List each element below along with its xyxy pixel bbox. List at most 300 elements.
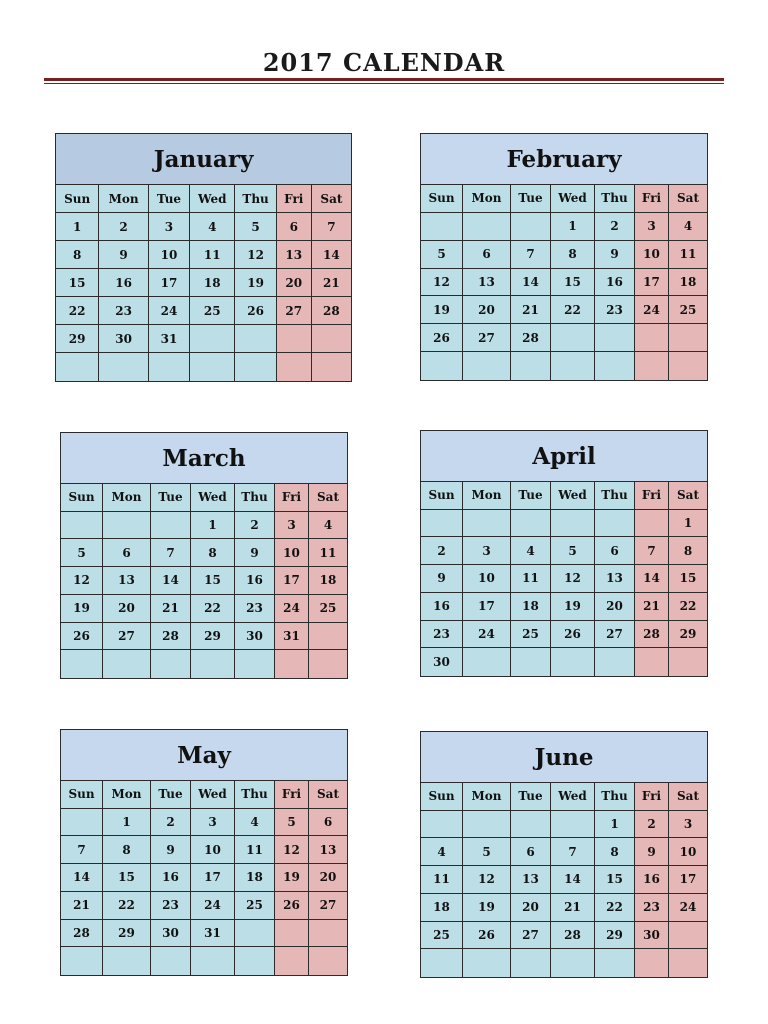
weekday-header: Sat (309, 781, 347, 809)
day-cell: 30 (99, 325, 149, 353)
day-cell (151, 650, 191, 678)
day-cell: 8 (103, 836, 151, 864)
day-cell: 25 (669, 296, 707, 324)
month-grid (421, 783, 707, 977)
day-cell (421, 352, 463, 380)
month-june (420, 731, 708, 978)
day-cell: 16 (151, 864, 191, 892)
day-cell (551, 352, 595, 380)
day-cell: 13 (463, 269, 511, 297)
weekday-header: Sun (61, 781, 103, 809)
day-cell: 4 (511, 537, 551, 565)
day-cell (151, 947, 191, 975)
day-cell: 28 (511, 324, 551, 352)
day-cell: 10 (669, 838, 707, 866)
day-cell: 3 (275, 512, 309, 540)
day-cell: 16 (635, 866, 669, 894)
weekday-header: Mon (99, 185, 149, 213)
day-cell: 10 (191, 836, 235, 864)
weekday-header: Fri (635, 185, 669, 213)
day-cell: 13 (103, 567, 151, 595)
day-cell: 16 (235, 567, 275, 595)
day-cell (191, 650, 235, 678)
day-cell: 14 (551, 866, 595, 894)
day-cell (277, 325, 312, 353)
weekday-header: Tue (151, 484, 191, 512)
day-cell: 6 (511, 838, 551, 866)
weekday-header: Wed (191, 484, 235, 512)
day-cell: 26 (235, 297, 276, 325)
day-cell: 25 (190, 297, 235, 325)
day-cell: 15 (191, 567, 235, 595)
day-cell (421, 811, 463, 839)
day-cell: 19 (235, 269, 276, 297)
weekday-header: Sun (421, 185, 463, 213)
day-cell (669, 922, 707, 950)
day-cell: 11 (511, 565, 551, 593)
day-cell: 31 (149, 325, 190, 353)
day-cell: 30 (151, 920, 191, 948)
weekday-header: Wed (551, 783, 595, 811)
day-cell: 28 (551, 922, 595, 950)
weekday-header: Tue (151, 781, 191, 809)
day-cell (421, 510, 463, 538)
month-title: February (421, 134, 707, 185)
day-cell: 5 (235, 213, 276, 241)
month-title: January (56, 134, 351, 185)
day-cell (103, 947, 151, 975)
day-cell: 17 (669, 866, 707, 894)
month-grid (61, 484, 347, 678)
day-cell (463, 949, 511, 977)
weekday-header: Thu (595, 783, 635, 811)
day-cell (61, 512, 103, 540)
day-cell (61, 809, 103, 837)
day-cell: 21 (551, 894, 595, 922)
day-cell: 21 (61, 892, 103, 920)
weekday-header: Sat (669, 185, 707, 213)
day-cell: 20 (309, 864, 347, 892)
day-cell (511, 811, 551, 839)
day-cell: 29 (669, 621, 707, 649)
day-cell: 21 (151, 595, 191, 623)
weekday-header: Thu (595, 185, 635, 213)
day-cell (56, 353, 99, 381)
day-cell (551, 510, 595, 538)
day-cell: 31 (191, 920, 235, 948)
day-cell: 5 (551, 537, 595, 565)
day-cell: 24 (275, 595, 309, 623)
day-cell: 1 (669, 510, 707, 538)
day-cell: 29 (103, 920, 151, 948)
weekday-header: Tue (511, 783, 551, 811)
day-cell: 3 (635, 213, 669, 241)
day-cell: 29 (595, 922, 635, 950)
page-title: 2017 CALENDAR (262, 48, 506, 77)
weekday-header: Sat (312, 185, 351, 213)
day-cell: 2 (421, 537, 463, 565)
weekday-header: Sun (421, 482, 463, 510)
day-cell (463, 510, 511, 538)
day-cell: 24 (669, 894, 707, 922)
month-march (60, 432, 348, 679)
day-cell: 13 (511, 866, 551, 894)
day-cell: 20 (595, 593, 635, 621)
day-cell: 27 (595, 621, 635, 649)
day-cell: 29 (56, 325, 99, 353)
day-cell (191, 947, 235, 975)
day-cell: 8 (551, 241, 595, 269)
weekday-header: Fri (275, 484, 309, 512)
day-cell: 6 (463, 241, 511, 269)
day-cell: 27 (511, 922, 551, 950)
day-cell: 18 (309, 567, 347, 595)
day-cell: 5 (463, 838, 511, 866)
day-cell: 4 (421, 838, 463, 866)
day-cell (595, 510, 635, 538)
day-cell: 30 (635, 922, 669, 950)
day-cell: 28 (312, 297, 351, 325)
day-cell: 18 (669, 269, 707, 297)
day-cell (312, 325, 351, 353)
day-cell (463, 648, 511, 676)
day-cell: 25 (309, 595, 347, 623)
day-cell (235, 920, 275, 948)
day-cell: 29 (191, 623, 235, 651)
month-title: June (421, 732, 707, 783)
day-cell (309, 920, 347, 948)
weekday-header: Sun (421, 783, 463, 811)
day-cell (235, 353, 276, 381)
day-cell (235, 947, 275, 975)
day-cell (595, 324, 635, 352)
day-cell (635, 352, 669, 380)
day-cell (669, 648, 707, 676)
day-cell (463, 213, 511, 241)
day-cell: 27 (103, 623, 151, 651)
month-grid (421, 482, 707, 676)
day-cell (669, 324, 707, 352)
weekday-header: Sat (669, 482, 707, 510)
day-cell: 8 (595, 838, 635, 866)
day-cell (309, 947, 347, 975)
day-cell: 8 (56, 241, 99, 269)
day-cell: 9 (99, 241, 149, 269)
day-cell: 30 (235, 623, 275, 651)
day-cell: 1 (595, 811, 635, 839)
day-cell: 13 (309, 836, 347, 864)
day-cell: 6 (595, 537, 635, 565)
day-cell: 2 (635, 811, 669, 839)
day-cell: 1 (551, 213, 595, 241)
day-cell: 26 (275, 892, 309, 920)
day-cell: 13 (595, 565, 635, 593)
day-cell (275, 947, 309, 975)
day-cell (595, 949, 635, 977)
day-cell: 15 (56, 269, 99, 297)
day-cell: 19 (275, 864, 309, 892)
day-cell: 23 (421, 621, 463, 649)
day-cell (635, 510, 669, 538)
day-cell (190, 353, 235, 381)
day-cell: 13 (277, 241, 312, 269)
day-cell: 20 (103, 595, 151, 623)
day-cell: 11 (309, 539, 347, 567)
month-grid (61, 781, 347, 975)
day-cell: 7 (151, 539, 191, 567)
weekday-header: Tue (511, 482, 551, 510)
month-title: April (421, 431, 707, 482)
day-cell: 1 (191, 512, 235, 540)
day-cell (421, 213, 463, 241)
day-cell: 6 (309, 809, 347, 837)
weekday-header: Wed (551, 185, 595, 213)
day-cell: 20 (463, 296, 511, 324)
weekday-header: Mon (463, 185, 511, 213)
day-cell (511, 352, 551, 380)
day-cell: 26 (463, 922, 511, 950)
day-cell: 8 (191, 539, 235, 567)
day-cell (511, 648, 551, 676)
day-cell: 21 (635, 593, 669, 621)
day-cell (312, 353, 351, 381)
day-cell: 11 (235, 836, 275, 864)
day-cell: 17 (191, 864, 235, 892)
day-cell (463, 811, 511, 839)
day-cell (635, 324, 669, 352)
day-cell: 11 (669, 241, 707, 269)
day-cell: 15 (595, 866, 635, 894)
day-cell: 15 (551, 269, 595, 297)
weekday-header: Fri (277, 185, 312, 213)
weekday-header: Thu (235, 185, 276, 213)
day-cell: 7 (61, 836, 103, 864)
day-cell: 14 (61, 864, 103, 892)
day-cell (309, 650, 347, 678)
weekday-header: Thu (235, 781, 275, 809)
day-cell: 3 (669, 811, 707, 839)
weekday-header: Fri (635, 482, 669, 510)
day-cell: 12 (551, 565, 595, 593)
day-cell: 26 (421, 324, 463, 352)
day-cell: 17 (275, 567, 309, 595)
month-grid (56, 185, 351, 381)
month-grid (421, 185, 707, 380)
day-cell: 7 (511, 241, 551, 269)
day-cell: 27 (309, 892, 347, 920)
day-cell: 9 (151, 836, 191, 864)
day-cell: 2 (595, 213, 635, 241)
day-cell: 5 (275, 809, 309, 837)
day-cell: 24 (463, 621, 511, 649)
day-cell: 11 (421, 866, 463, 894)
month-title: May (61, 730, 347, 781)
day-cell (235, 325, 276, 353)
day-cell: 23 (635, 894, 669, 922)
day-cell: 8 (669, 537, 707, 565)
day-cell: 19 (463, 894, 511, 922)
day-cell (61, 947, 103, 975)
day-cell: 11 (190, 241, 235, 269)
month-january (55, 133, 352, 382)
day-cell (595, 648, 635, 676)
weekday-header: Sat (309, 484, 347, 512)
day-cell (421, 949, 463, 977)
weekday-header: Mon (463, 783, 511, 811)
day-cell: 23 (595, 296, 635, 324)
day-cell: 3 (191, 809, 235, 837)
day-cell: 25 (235, 892, 275, 920)
month-april (420, 430, 708, 677)
day-cell: 27 (277, 297, 312, 325)
day-cell: 16 (421, 593, 463, 621)
day-cell (149, 353, 190, 381)
weekday-header: Sun (56, 185, 99, 213)
day-cell: 18 (190, 269, 235, 297)
day-cell: 1 (56, 213, 99, 241)
day-cell: 9 (595, 241, 635, 269)
day-cell: 9 (635, 838, 669, 866)
day-cell: 4 (235, 809, 275, 837)
day-cell (551, 811, 595, 839)
day-cell: 6 (103, 539, 151, 567)
day-cell: 18 (235, 864, 275, 892)
day-cell: 18 (421, 894, 463, 922)
day-cell: 25 (421, 922, 463, 950)
day-cell (277, 353, 312, 381)
day-cell: 30 (421, 648, 463, 676)
day-cell: 10 (463, 565, 511, 593)
month-may (60, 729, 348, 976)
weekday-header: Fri (635, 783, 669, 811)
day-cell: 17 (149, 269, 190, 297)
day-cell: 10 (275, 539, 309, 567)
day-cell: 19 (551, 593, 595, 621)
day-cell: 19 (61, 595, 103, 623)
weekday-header: Mon (103, 781, 151, 809)
day-cell: 28 (61, 920, 103, 948)
weekday-header: Fri (275, 781, 309, 809)
day-cell (669, 352, 707, 380)
day-cell: 3 (463, 537, 511, 565)
day-cell: 27 (463, 324, 511, 352)
day-cell: 24 (149, 297, 190, 325)
day-cell (551, 648, 595, 676)
weekday-header: Sun (61, 484, 103, 512)
day-cell: 14 (511, 269, 551, 297)
day-cell: 12 (235, 241, 276, 269)
day-cell (151, 512, 191, 540)
day-cell: 22 (669, 593, 707, 621)
day-cell (635, 648, 669, 676)
day-cell: 22 (551, 296, 595, 324)
day-cell: 17 (463, 593, 511, 621)
day-cell: 12 (61, 567, 103, 595)
day-cell: 23 (235, 595, 275, 623)
day-cell: 14 (635, 565, 669, 593)
day-cell: 19 (421, 296, 463, 324)
day-cell: 5 (421, 241, 463, 269)
day-cell (551, 324, 595, 352)
weekday-header: Tue (511, 185, 551, 213)
day-cell: 10 (635, 241, 669, 269)
day-cell: 12 (421, 269, 463, 297)
day-cell: 12 (275, 836, 309, 864)
day-cell: 9 (421, 565, 463, 593)
day-cell: 5 (61, 539, 103, 567)
day-cell: 25 (511, 621, 551, 649)
day-cell (595, 352, 635, 380)
title-rule-thick (44, 78, 724, 81)
day-cell: 16 (99, 269, 149, 297)
day-cell (275, 650, 309, 678)
day-cell: 23 (99, 297, 149, 325)
day-cell: 4 (309, 512, 347, 540)
title-rule-thin (44, 83, 724, 84)
month-title: March (61, 433, 347, 484)
day-cell: 26 (61, 623, 103, 651)
day-cell: 22 (595, 894, 635, 922)
day-cell: 15 (669, 565, 707, 593)
day-cell: 1 (103, 809, 151, 837)
day-cell (103, 512, 151, 540)
day-cell: 6 (277, 213, 312, 241)
day-cell (635, 949, 669, 977)
day-cell: 14 (151, 567, 191, 595)
day-cell: 21 (312, 269, 351, 297)
day-cell: 7 (312, 213, 351, 241)
weekday-header: Wed (551, 482, 595, 510)
day-cell: 18 (511, 593, 551, 621)
day-cell: 28 (151, 623, 191, 651)
weekday-header: Mon (103, 484, 151, 512)
day-cell: 2 (235, 512, 275, 540)
day-cell (235, 650, 275, 678)
day-cell (511, 510, 551, 538)
day-cell (99, 353, 149, 381)
day-cell: 12 (463, 866, 511, 894)
day-cell: 4 (190, 213, 235, 241)
day-cell: 2 (151, 809, 191, 837)
weekday-header: Thu (235, 484, 275, 512)
day-cell: 31 (275, 623, 309, 651)
day-cell: 22 (191, 595, 235, 623)
day-cell (309, 623, 347, 651)
day-cell: 28 (635, 621, 669, 649)
day-cell: 7 (551, 838, 595, 866)
day-cell: 9 (235, 539, 275, 567)
day-cell: 26 (551, 621, 595, 649)
weekday-header: Sat (669, 783, 707, 811)
day-cell (463, 352, 511, 380)
day-cell: 3 (149, 213, 190, 241)
day-cell (275, 920, 309, 948)
day-cell: 23 (151, 892, 191, 920)
weekday-header: Mon (463, 482, 511, 510)
day-cell: 4 (669, 213, 707, 241)
day-cell: 17 (635, 269, 669, 297)
day-cell (61, 650, 103, 678)
day-cell: 14 (312, 241, 351, 269)
weekday-header: Thu (595, 482, 635, 510)
day-cell (511, 213, 551, 241)
day-cell: 22 (103, 892, 151, 920)
day-cell: 10 (149, 241, 190, 269)
day-cell: 20 (277, 269, 312, 297)
day-cell: 2 (99, 213, 149, 241)
day-cell (551, 949, 595, 977)
day-cell: 7 (635, 537, 669, 565)
